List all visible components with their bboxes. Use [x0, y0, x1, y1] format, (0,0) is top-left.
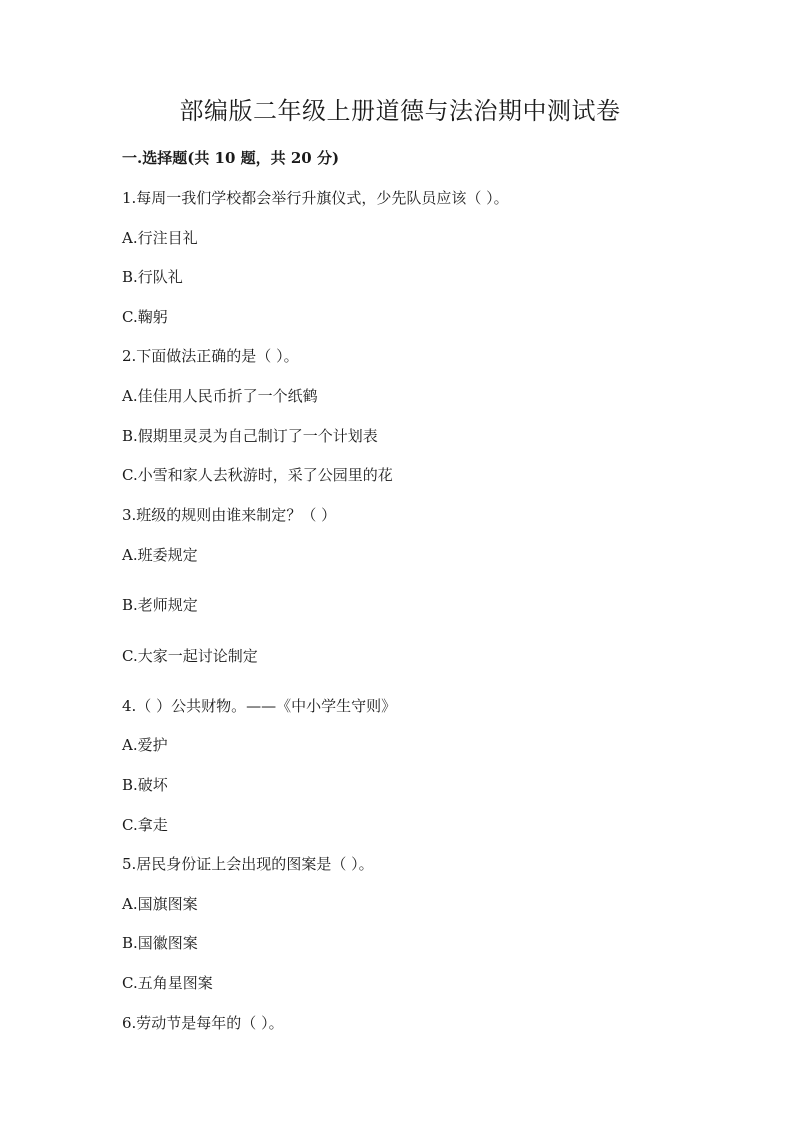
answer-option: C.鞠躬	[122, 308, 168, 326]
answer-option: A.国旗图案	[122, 895, 198, 913]
question-stem: 1.每周一我们学校都会举行升旗仪式，少先队员应该（ ）。	[122, 189, 509, 207]
question-stem: 3.班级的规则由谁来制定？（ ）	[122, 506, 337, 524]
answer-option: B.假期里灵灵为自己制订了一个计划表	[122, 427, 378, 445]
answer-option: A.行注目礼	[122, 229, 198, 247]
answer-option: A.佳佳用人民币折了一个纸鹤	[122, 387, 318, 405]
question-stem: 4.（ ）公共财物。——《中小学生守则》	[122, 697, 397, 715]
answer-option: C.五角星图案	[122, 974, 213, 992]
answer-option: A.班委规定	[122, 546, 198, 564]
answer-option: C.大家一起讨论制定	[122, 647, 258, 665]
question-stem: 2.下面做法正确的是（ ）。	[122, 347, 299, 365]
answer-option: C.拿走	[122, 816, 168, 834]
answer-option: B.老师规定	[122, 596, 198, 614]
answer-option: B.国徽图案	[122, 934, 198, 952]
question-stem: 6.劳动节是每年的（ ）。	[122, 1014, 284, 1032]
answer-option: A.爱护	[122, 736, 168, 754]
question-stem: 5.居民身份证上会出现的图案是（ ）。	[122, 855, 374, 873]
section-heading: 一.选择题(共 10 题，共 20 分)	[122, 149, 340, 167]
page-title: 部编版二年级上册道德与法治期中测试卷	[179, 97, 621, 125]
answer-option: B.行队礼	[122, 268, 183, 286]
answer-option: C.小雪和家人去秋游时，采了公园里的花	[122, 466, 393, 484]
answer-option: B.破坏	[122, 776, 168, 794]
